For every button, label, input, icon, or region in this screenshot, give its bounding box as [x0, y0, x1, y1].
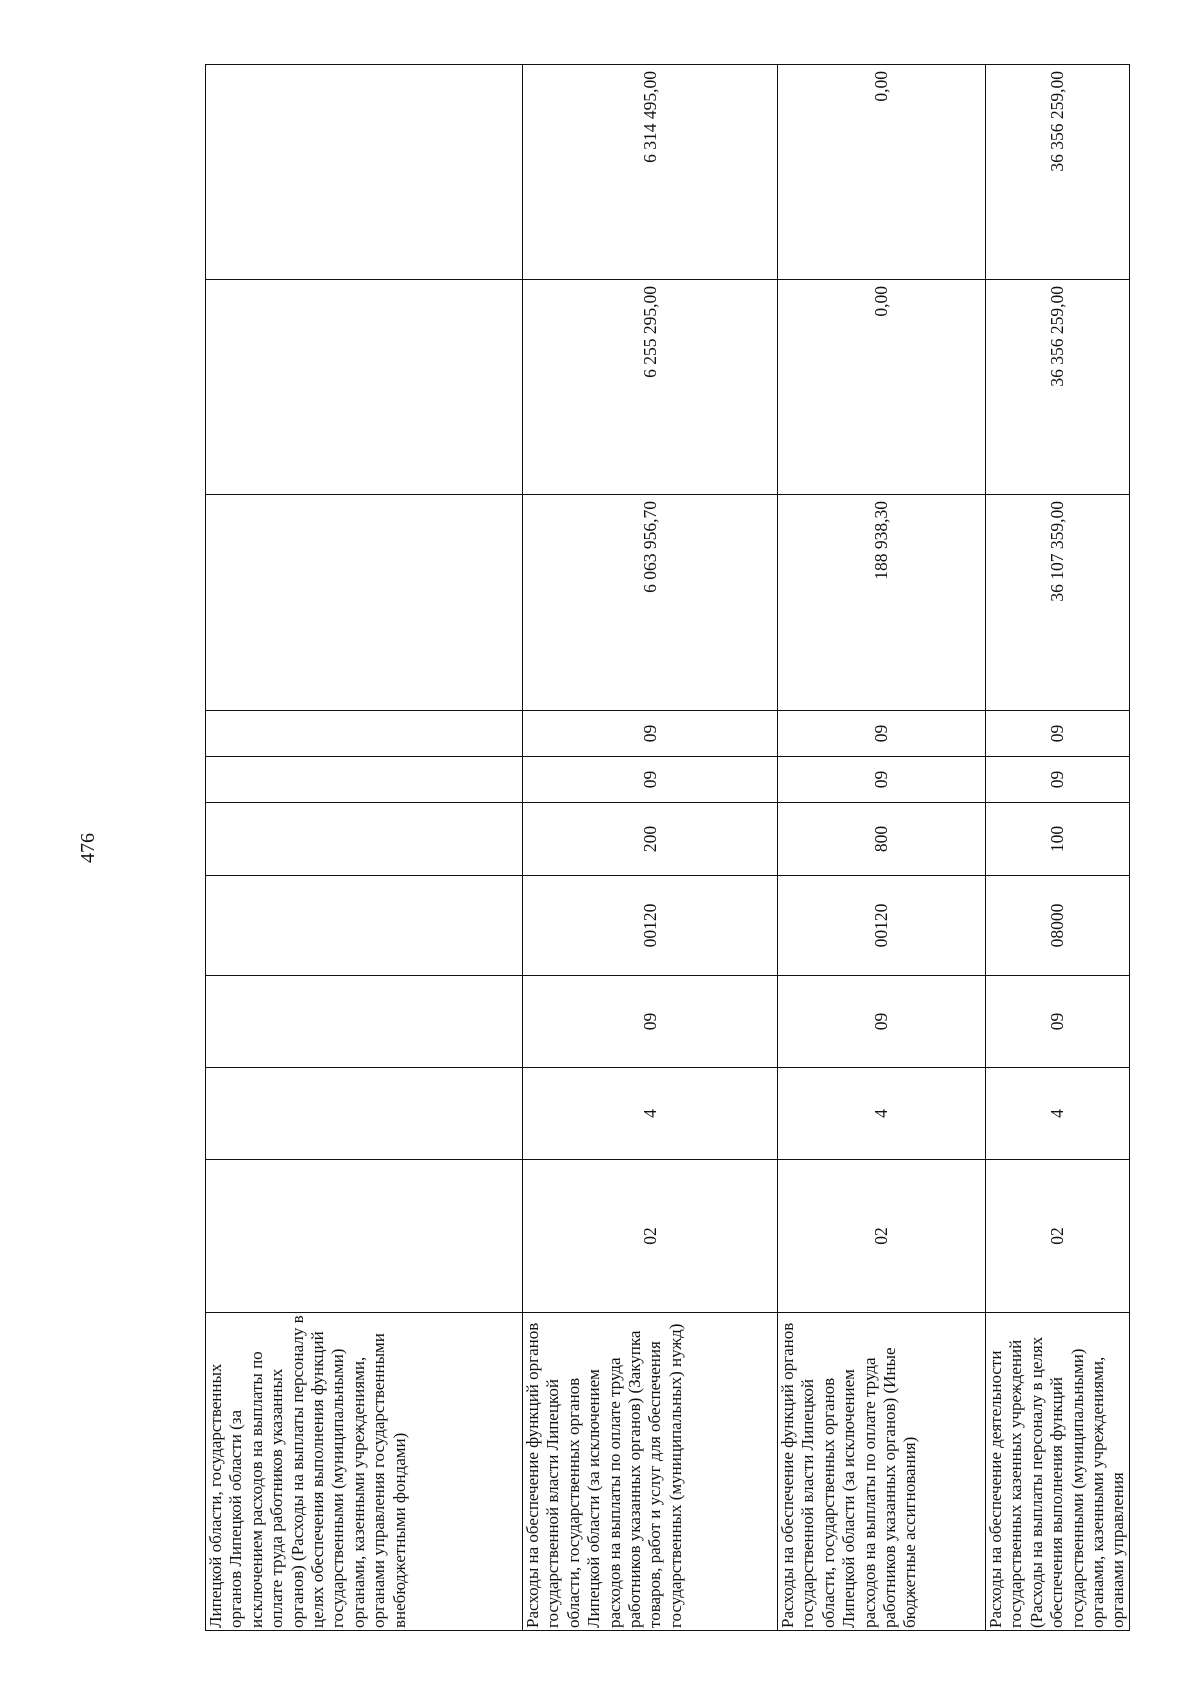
amount-cell: 6 063 956,70	[523, 495, 778, 711]
table-row	[778, 65, 986, 1631]
code-cell: 00120	[523, 876, 778, 976]
amount-cell	[206, 280, 523, 495]
code-cell: 02	[778, 1160, 986, 1313]
code-cell: 4	[986, 1068, 1130, 1160]
amount-cell: 0,00	[778, 280, 986, 495]
code-cell: 800	[778, 803, 986, 876]
code-cell	[206, 711, 523, 757]
code-cell: 02	[986, 1160, 1130, 1313]
amount-cell: 0,00	[778, 65, 986, 280]
code-cell: 09	[986, 757, 1130, 803]
amount-cell: 36 356 259,00	[986, 65, 1130, 280]
table-row	[986, 65, 1130, 1631]
code-cell: 09	[986, 976, 1130, 1068]
code-cell: 100	[986, 803, 1130, 876]
code-cell: 4	[523, 1068, 778, 1160]
code-cell: 09	[523, 711, 778, 757]
amount-cell: 6 314 495,00	[523, 65, 778, 280]
code-cell: 09	[778, 757, 986, 803]
code-cell: 4	[778, 1068, 986, 1160]
code-cell	[206, 876, 523, 976]
budget-table-rotated	[205, 65, 1128, 1631]
code-cell	[206, 803, 523, 876]
budget-table	[205, 64, 1130, 1631]
code-cell	[206, 1160, 523, 1313]
row-description: Расходы на обеспечение деятельности государственных казенных учреждений (Расходы на выплаты персоналу в целях обеспечения выполнения функций государственными (муниципальными) органами, казенными учреждениями, органами управления	[986, 1313, 1130, 1631]
code-cell	[206, 1068, 523, 1160]
row-description: Расходы на обеспечение функций органов государственной власти Липецкой области, государственных органов Липецкой области (за исключением расходов на выплаты по оплате труда работников указанных органов) (Иные бюджетные ассигнования)	[778, 1313, 986, 1631]
code-cell: 09	[523, 757, 778, 803]
table-row	[523, 65, 778, 1631]
code-cell: 200	[523, 803, 778, 876]
amount-cell	[206, 495, 523, 711]
code-cell: 09	[523, 976, 778, 1068]
code-cell: 09	[986, 711, 1130, 757]
code-cell	[206, 757, 523, 803]
code-cell: 00120	[778, 876, 986, 976]
amount-cell: 36 356 259,00	[986, 280, 1130, 495]
code-cell: 08000	[986, 876, 1130, 976]
amount-cell: 188 938,30	[778, 495, 986, 711]
table-row	[206, 65, 523, 1631]
code-cell: 09	[778, 711, 986, 757]
amount-cell: 36 107 359,00	[986, 495, 1130, 711]
amount-cell	[206, 65, 523, 280]
row-description: Расходы на обеспечение функций органов государственной власти Липецкой области, государственных органов Липецкой области (за исключением расходов на выплаты по оплате труда работников указанных органов) (Закупка товаров, работ и услуг для обеспечения государственных (муниципальных) нужд)	[523, 1313, 778, 1631]
code-cell: 09	[778, 976, 986, 1068]
code-cell: 02	[523, 1160, 778, 1313]
code-cell	[206, 976, 523, 1068]
page-number: 476	[76, 833, 99, 863]
row-description: Липецкой области, государственных органов Липецкой области (за исключением расходов на выплаты по оплате труда работников указанных органов) (Расходы на выплаты персоналу в целях обеспечения выполнения функций государственными (муниципальными) органами, казенными учреждениями, органами управления государственными внебюджетными фондами)	[206, 1313, 523, 1631]
amount-cell: 6 255 295,00	[523, 280, 778, 495]
